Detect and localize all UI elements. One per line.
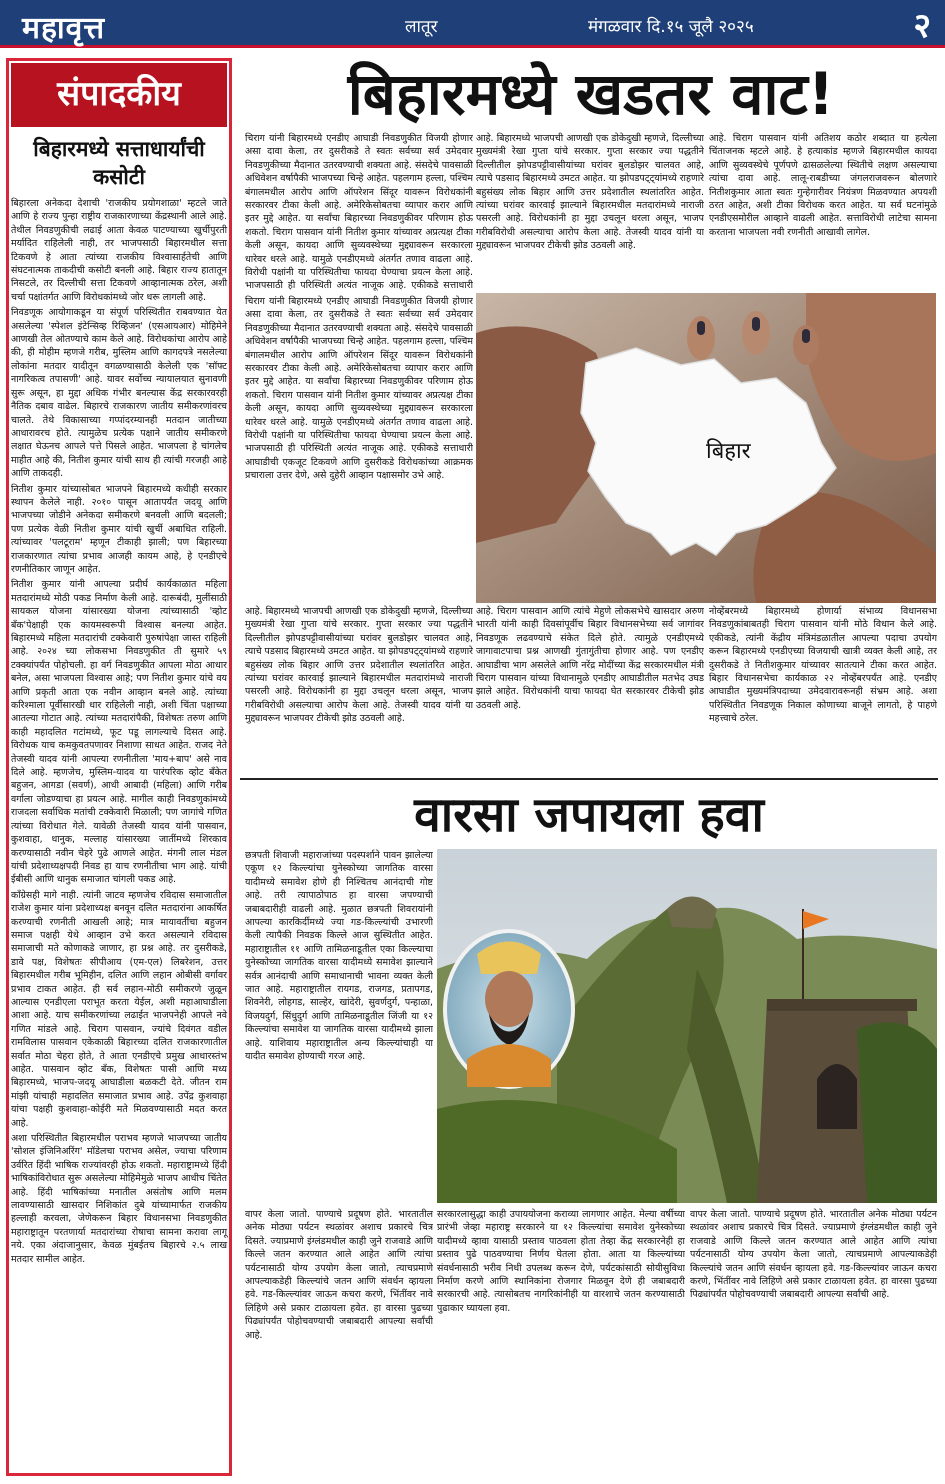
bihar-article-column-1: चिराग यांनी बिहारमध्ये एनडीए आघाडी निवडणुकीत विजयी होणार असा दावा केला, तर दुसरीकडे ते स्वतः सर्वच्या सर्व उमेदवार निवडणुकीच्या मैदानात उतरवण्याची शक्यता आहे. संसदेचे पावसाळी अधिवेशन वर्षापैकी भाजपच्या चिन्हे आहेत. पहलगाम हल्ला, पश्चिम बंगालमधील आरोप आणि ऑपरेशन सिंदूर यावरून विरोधकांनी सरकारवर टीका केली आहे. अमेरिकेसोबतचा व्यापार करार आणि इतर मुद्दे आहेत. या सर्वांचा बिहारच्या निवडणुकीवर परिणाम होऊ शकतो. चिराग पासवान यांनी नितीश कुमार यांच्यावर अप्रत्यक्ष टीका केली असून, कायदा आणि सुव्यवस्थेच्या मुद्द्यावरून सरकारला धारेवर धरले आहे. यामुळे एनडीएमध्ये अंतर्गत तणाव वाढला आहे. विरोधी पक्षांनी या परिस्थितीचा फायदा घेण्याचा प्रयत्न केला आहे. भाजपसाठी ही परिस्थिती अत्यंत नाजूक आहे. एकीकडे सत्ताधारी <box>245 133 473 292</box>
editorial-column <box>6 58 232 1476</box>
heritage-column-1-continued: वापर केला जातो. पाण्याचे प्रदूषण होते. भारतातील अनेक मोठ्या पर्यटन स्थळांवर अशाच प्रकारचे चित्र दिसते. ज्याप्रमाणे इंग्लंडमधील काही जुने राजवाडे आणि किल्ले जतन करण्यात आले आहेत आणि त्यांचा पर्यटनासाठी योग्य उपयोग केला जातो, त्याचप्रमाणे आपल्याकडेही किल्ल्यांचे जतन आणि संवर्धन व्हायला हवे. गड-किल्ल्यांवर जाऊन कचरा करणे, भिंतींवर नावे लिहिणे असे प्रकार टाळायला हवेत. हा वारसा पुढच्या पिढ्यांपर्यंत पोहोचवण्याची जबाबदारी आपल्या सर्वांची आहे. <box>245 1209 433 1341</box>
editorial-paragraph: अशा परिस्थितीत बिहारमधील पराभव म्हणजे भाजपच्या जातीय 'सोशल इंजिनिअरिंग' मॉडेलचा पराभव असेल, ज्याचा परिणाम उर्वरित हिंदी भाषिक राज्यांवरही होऊ शकतो. महाराष्ट्रामध्ये हिंदी भाषिकांविरोधात सुरू असलेल्या मोहिमेमुळे भाजप आधीच चिंतेत आहे. हिंदी भाषिकांच्या मनातील असंतोष आणि मलम लावण्यासाठी खासदार निशिकांत दुबे यांच्यामार्फत राजकीय हल्लाही करवला, जेणेकरून बिहार विधानसभा निवडणुकीत महाराष्ट्रातून परतणार्या मतदारांच्या रोषाचा सामना करावा लागू नये. एका अंदाजानुसार, केवळ मुंबईतच बिहारचे २.५ लाख मतदार सामील आहेत. <box>11 1133 227 1265</box>
bihar-article-column-1-continued: चिराग यांनी बिहारमध्ये एनडीए आघाडी निवडणुकीत विजयी होणार असा दावा केला, तर दुसरीकडे ते स्वतः सर्वच्या सर्व उमेदवार निवडणुकीच्या मैदानात उतरवण्याची शक्यता आहे. संसदेचे पावसाळी अधिवेशन वर्षापैकी भाजपच्या चिन्हे आहेत. पहलगाम हल्ला, पश्चिम बंगालमधील आरोप आणि ऑपरेशन सिंदूर यावरून विरोधकांनी सरकारवर टीका केली आहे. अमेरिकेसोबतचा व्यापार करार आणि इतर मुद्दे आहेत. या सर्वांचा बिहारच्या निवडणुकीवर परिणाम होऊ शकतो. चिराग पासवान यांनी नितीश कुमार यांच्यावर अप्रत्यक्ष टीका केली असून, कायदा आणि सुव्यवस्थेच्या मुद्द्यावरून सरकारला धारेवर धरले आहे. यामुळे एनडीएमध्ये अंतर्गत तणाव वाढला आहे. विरोधी पक्षांनी या परिस्थितीचा फायदा घेण्याचा प्रयत्न केला आहे. भाजपसाठी ही परिस्थिती अत्यंत नाजूक आहे. एकीकडे सत्ताधारी आघाडीची एकजूट टिकवणे आणि दुसरीकडे विरोधकांच्या आक्रमक प्रचाराला उत्तर देणे, असे दुहेरी आव्हान पक्षासमोर उभे आहे. <box>245 296 473 482</box>
editorial-section-banner: संपादकीय <box>11 63 227 127</box>
bihar-bottom-column-3: नोव्हेंबरमध्ये बिहारमध्ये होणार्या संभाव्य विधानसभा निवडणुकांबाबतही चिराग पासवान यांनी मोठे विधान केले आहे. एकीकडे, त्यांनी केंद्रीय मंत्रिमंडळातील आपल्या पदाचा उपयोग करून बिहारमध्ये एनडीएच्या विजयाची खात्री व्यक्त केली आहे, तर दुसरीकडे ते नितीशकुमार यांच्यावर सातत्याने टीका करत आहेत. बिहार विधानसभेचा कार्यकाळ २२ नोव्हेंबरपर्यंत आहे. एनडीए आघाडीत मुख्यमंत्रिपदाच्या उमेदवारावरूनही संभ्रम आहे. अशा परिस्थितीत निवडणूक निकाल कोणाच्या बाजूने लागतो, हे पाहणे महत्त्वाचे ठरेल. <box>709 606 937 725</box>
heritage-headline: वारसा जपायला हवा <box>414 787 764 843</box>
page-number: २ <box>913 6 931 46</box>
heritage-column-2: सरकारलासुद्धा काही उपाययोजना कराव्या लागणार आहेत. मेल्या वर्षीच्या प्रारंभी जेव्हा महाराष्ट्र सरकारने या १२ किल्ल्यांचा समावेश युनेस्कोच्या यादीमध्ये व्हावा यासाठी प्रस्ताव पाठवला होता तेव्हा केंद्र सरकारनेही हा प्रस्ताव पुढे पाठवण्याचा निर्णय घेतला होता. आता या किल्ल्यांच्या संवर्धनासाठी भरीव निधी उपलब्ध करून देणे, पर्यटकांसाठी सोयीसुविधा निर्माण करणे आणि स्थानिकांना रोजगार मिळवून देणे ही जबाबदारी सरकारची आहे. त्यासोबतच नागरिकांनीही या वारशाचे जतन करण्यासाठी पुढाकार घ्यायला हवा. <box>437 1209 685 1314</box>
voting-photo <box>476 293 936 603</box>
editorial-body <box>11 197 227 1266</box>
bihar-bottom-column-2: आहे. चिराग पासवान आणि त्यांचे मेहुणे लोकसभेचे खासदार अरुण भारती यांनी काही दिवसांपूर्वीच बिहार विधानसभेच्या सर्व जागांवर निवडणूक लढवण्याचे संकेत दिले होते. त्यामुळे एनडीएमध्ये जागावाटपाचा प्रश्न आणखी गुंतागुंतीचा होणार आहे. पण एनडीए आघाडीचा भाग असलेले आणि नरेंद्र मोदींच्या केंद्र सरकारमधील मंत्री चिराग पासवान यांच्या विधानामुळे एनडीए आघाडीतील मतभेद उघड झाले आहेत. विरोधकांनी याचा फायदा घेत सरकारवर टीकेची झोड उठवली आहे. <box>476 606 704 711</box>
editorial-paragraph: बिहारला अनेकदा देशाची 'राजकीय प्रयोगशाळा' म्हटले जाते आणि हे राज्य पुन्हा राष्ट्रीय राजकारणाच्या केंद्रस्थानी आले आहे. तेथील निवडणुकीची लढाई आता केवळ पाटण्याच्या खुर्चीपुरती मर्यादित राहिलेली नाही, तर भाजपसाठी बिहारमधील सत्ता टिकवणे हे आता त्यांच्या राजकीय विश्वासार्हतेची आणि संघटनात्मक ताकदीची कसोटी बनली आहे. बिहार राज्य हातातून निसटले, तर दिल्लीची सत्ता टिकवणे आव्हानात्मक ठरेल, अशी चर्चा पक्षांतर्गत आणि विरोधकांमध्ये जोर धरू लागली आहे. <box>11 198 227 303</box>
fort-photo <box>437 849 937 1203</box>
editorial-paragraph: नितीश कुमार यांनी आपल्या प्रदीर्घ कार्यकाळात महिला मतदारांमध्ये मोठी पकड निर्माण केली आहे. दारूबंदी, मुलींसाठी सायकल योजना यांसारख्या योजना त्यांच्यासाठी 'व्होट बँक'पेक्षाही एक कायमस्वरूपी विश्वास बनल्या आहेत. बिहारमध्ये महिला मतदारांची टक्केवारी पुरुषांपेक्षा जास्त राहिली आहे. २०२४ च्या लोकसभा निवडणुकीत ती सुमारे ५९ टक्क्यांपर्यंत पोहोचली. हा वर्ग निवडणुकीत आपला मोठा आधार बनेल, असा भाजपला विश्वास आहे; पण नितीश कुमार यांचे वय आणि प्रकृती आता एक नवीन आव्हान बनले आहे. त्यांच्या करिश्माला पूर्वीसारखी धार राहिलेली नाही, अशी चिंता पक्षाच्या आतल्या गोटात आहे. त्यांच्या मतदारांपैकी, विशेषतः तरुण आणि काही महादलित गटांमध्ये, फूट पडू लागल्याचे दिसत आहे. विरोधक याच कमकुवतपणावर निशाणा साधत आहेत. राजद नेते तेजस्वी यादव यांनी आपल्या रणनीतीला 'माय+बाप' असे नाव दिले आहे. म्हणजेच, मुस्लिम-यादव या पारंपरिक व्होट बँकेत बहुजन, आगडा (सवर्ण), आधी आबादी (महिला) आणि गरीब वर्गाला जोडण्याचा हा प्रयत्न आहे. मागील काही निवडणुकांमध्ये राजदला सर्वाधिक मतांची टक्केवारी मिळाली; पण जागांचे गणित त्यांच्या विरोधात गेले. यावेळी तेजस्वी यादव यांनी पासवान, कुशवाहा, धानुक, मल्लाह यांसारख्या जातींमध्ये शिरकाव करण्यासाठी नवीन चेहरे पुढे आणले आहेत. मंगनी लाल मंडल यांची प्रदेशाध्यक्षपदी निवड हा याच रणनीतीचा भाग आहे. यांची ईबीसी आणि धानुक समाजात चांगली पकड आहे. <box>11 579 227 886</box>
editorial-paragraph: काँग्रेसही मागे नाही. त्यांनी जाटव म्हणजेच रविदास समाजातील राजेश कुमार यांना प्रदेशाध्यक्ष बनवून दलित मतदारांना आकर्षित करण्याची रणनीती आखली आहे; मात्र मायावतींचा बहुजन समाज पक्षही येथे आव्हान उभे करत असल्याने रविदास समाजाची मते कोणाकडे जाणार, हा प्रश्न आहे. तर दुसरीकडे, डावे पक्ष, विशेषतः सीपीआय (एम-एल) लिबरेशन, उत्तर बिहारमधील गरीब भूमिहीन, दलित आणि लहान ओबीसी वर्गावर प्रभाव टाकत आहेत. ही सर्व लहान-मोठी समीकरणे जुळून आल्यास एनडीएला पराभूत करता येईल, अशी महाआघाडीला आशा आहे. याच समीकरणांच्या लढाईत भाजपनेही आपले नवे गणित मांडले आहे. चिराग पासवान, ज्यांचे दिवंगत वडील रामविलास पासवान एकेकाळी बिहारच्या दलित राजकारणातील सर्वात मोठा चेहरा होते, ते आता एनडीएचे प्रमुख आधारस्तंभ आहेत. पासवान व्होट बँक, विशेषतः पासी आणि मध्य बिहारमध्ये, भाजप-जदयू आघाडीला बळकटी देते. जीतन राम मांझी यांचाही महादलित समाजात प्रभाव आहे. उपेंद्र कुशवाहा यांचा पक्षही कुशवाहा-कोईरी मते मिळवण्यासाठी मदत करत आहे. <box>11 889 227 1129</box>
edition-date: मंगळवार दि.१५ जूलै २०२५ <box>588 17 754 37</box>
newspaper-name: महावृत्त <box>22 11 106 46</box>
editorial-paragraph: निवडणूक आयोगाकडून या संपूर्ण परिस्थितीत राबवण्यात येत असलेल्या 'स्पेशल इंटेन्सिव्ह रिव्हिजन' (एसआयआर) मोहिमेने आणखी तेल ओतण्याचे काम केले आहे. विरोधकांचा आरोप आहे की, ही मोहीम म्हणजे गरीब, मुस्लिम आणि कागदपत्रे नसलेल्या लोकांना मतदार यादीतून वगळण्यासाठी केलेली एक 'सॉफ्ट नागरिकत्व तपासणी' आहे. यावर सर्वोच्च न्यायालयात सुनावणी सुरू असून, हा मुद्दा अधिक गंभीर बनल्यास केंद्र सरकारवरही नैतिक दबाव वाढेल. बिहारचे राजकारण जातीय समीकरणांवरच चालते. तेथे विकासाच्या गप्पांदरम्यानही मतदान जातीच्या आधारावरच होते. त्यामुळेच प्रत्येक पक्षाने जातीय समीकरणे लक्षात घेऊनच आपले पत्ते पिसले आहेत. भाजपला हे चांगलेच माहीत आहे की, नितीश कुमार यांची साथ ही त्यांची गरजही आहे आणि ताकदही. <box>11 307 227 480</box>
editorial-headline: बिहारमध्ये सत्ताधार्यांची कसोटी <box>33 136 205 189</box>
editorial-paragraph: नितीश कुमार यांच्यासोबत भाजपने बिहारमध्ये कधीही सरकार स्थापन केलेले नाही. २०१० पासून आतापर्यंत जदयू आणि भाजपच्या जोडीने अनेकदा समीकरणे बनवली आणि बदलली; पण प्रत्येक वेळी नितीश कुमार यांची खुर्ची अबाधित राहिली. त्यांच्यावर 'पलटूराम' म्हणून टीकाही झाली; पण बिहारच्या राजकारणात त्यांचा प्रभाव आजही कायम आहे, हे एनडीएचे रणनीतिकार जाणून आहेत. <box>11 483 227 575</box>
voting-hands-illustration <box>476 293 936 603</box>
bihar-map-label: बिहार <box>706 439 751 464</box>
bihar-bottom-column-1: आहे. बिहारमध्ये भाजपची आणखी एक डोकेदुखी म्हणजे, दिल्लीच्या मुख्यमंत्री रेखा गुप्ता यांचे सरकार. गुप्ता सरकार ज्या पद्धतीने दिल्लीतील झोपडपट्टीवासीयांच्या घरांवर बुलडोझर चालवत आहे, त्याचे पडसाद बिहारमध्ये उमटत आहेत. या झोपडपट्ट्यांमध्ये राहणारे बहुसंख्य लोक बिहार आणि उत्तर प्रदेशातील स्थलांतरित आहेत. त्यांच्या घरांवर कारवाई झाल्याने बिहारमधील मतदारांमध्ये नाराजी पसरली आहे. विरोधकांनी हा मुद्दा उचलून धरला असून, भाजप गरीबविरोधी असल्याचा आरोप केला आहे. तेजस्वी यादव यांनी या मुद्द्यावरून भाजपवर टीकेची झोड उठवली आहे. <box>245 606 473 725</box>
bihar-article-column-2: आहे. बिहारमध्ये भाजपची आणखी एक डोकेदुखी म्हणजे, दिल्लीच्या मुख्यमंत्री रेखा गुप्ता यांचे सरकार. गुप्ता सरकार ज्या पद्धतीने दिल्लीतील झोपडपट्टीवासीयांच्या घरांवर बुलडोझर चालवत आहे, त्याचे पडसाद बिहारमध्ये उमटत आहेत. या झोपडपट्ट्यांमध्ये राहणारे बहुसंख्य लोक बिहार आणि उत्तर प्रदेशातील स्थलांतरित आहेत. त्यांच्या घरांवर कारवाई झाल्याने बिहारमधील मतदारांमध्ये नाराजी पसरली आहे. विरोधकांनी हा मुद्दा उचलून धरला असून, भाजप गरीबविरोधी असल्याचा आरोप केला आहे. तेजस्वी यादव यांनी या मुद्द्यावरून भाजपवर टीकेची झोड उठवली आहे. <box>476 133 704 252</box>
heritage-column-1: छत्रपती शिवाजी महाराजांच्या पदस्पर्शाने पावन झालेल्या एकूण १२ किल्ल्यांचा युनेस्कोच्या जागतिक वारसा यादीमध्ये समावेश होणे ही निश्चितच आनंदाची गोष्ट आहे. तरी त्यापाठोपाठ हा वारसा जपण्याची जबाबदारीही वाढली आहे. मुळात छत्रपती शिवरायांनी आपल्या कारकिर्दीमध्ये ज्या गड-किल्ल्यांची उभारणी केली त्यापैकी निवडक किल्ले आज सुस्थितीत आहेत. महाराष्ट्रातील ११ आणि तामिळनाडूतील एका किल्ल्याचा युनेस्कोच्या जागतिक वारसा यादीमध्ये समावेश झाल्याने सर्वत्र आनंदाची आणि समाधानाची भावना व्यक्त केली जात आहे. महाराष्ट्रातील रायगड, राजगड, प्रतापगड, शिवनेरी, लोहगड, साल्हेर, खांदेरी, सुवर्णदुर्ग, पन्हाळा, विजयदुर्ग, सिंधुदुर्ग आणि तामिळनाडूतील जिंजी या १२ किल्ल्यांचा समावेश या जागतिक वारसा यादीमध्ये झाला आहे. याशिवाय महाराष्ट्रातील अन्य किल्ल्यांचाही या यादीत समावेश होण्याची गरज आहे. <box>245 850 433 1063</box>
bihar-article-column-3: आहे. चिराग पासवान यांनी अतिशय कठोर शब्दात या हत्येला चिंताजनक म्हटले आहे. हे हत्याकांड म्हणजे बिहारमधील कायदा आणि सुव्यवस्थेचे पूर्णपणे ढासळलेल्या स्थितीचे लक्षण असल्याचा त्यांचा दावा आहे. लालू-राबडीच्या जंगलराजवरून बोलणारे नितीशकुमार आता स्वतः गुन्हेगारीवर नियंत्रण मिळवण्यात अपयशी ठरत आहेत, अशी टीका विरोधक करत आहेत. या सर्व घटनांमुळे एनडीएसमोरील आव्हाने वाढली आहेत. सत्ताविरोधी लाटेचा सामना करताना भाजपला नवी रणनीती आखावी लागेल. <box>709 133 937 238</box>
section-divider <box>240 778 938 780</box>
bihar-headline: बिहारमध्ये खडतर वाट! <box>347 60 835 128</box>
edition-city: लातूर <box>405 17 438 37</box>
masthead <box>0 0 945 48</box>
heritage-column-3: वापर केला जातो. पाण्याचे प्रदूषण होते. भारतातील अनेक मोठ्या पर्यटन स्थळांवर अशाच प्रकारचे चित्र दिसते. ज्याप्रमाणे इंग्लंडमधील काही जुने राजवाडे आणि किल्ले जतन करण्यात आले आहेत आणि त्यांचा पर्यटनासाठी योग्य उपयोग केला जातो, त्याचप्रमाणे आपल्याकडेही किल्ल्यांचे जतन आणि संवर्धन व्हायला हवे. गड-किल्ल्यांवर जाऊन कचरा करणे, भिंतींवर नावे लिहिणे असे प्रकार टाळायला हवेत. हा वारसा पुढच्या पिढ्यांपर्यंत पोहोचवण्याची जबाबदारी आपल्या सर्वांची आहे. <box>690 1209 937 1301</box>
fort-illustration <box>437 849 937 1203</box>
